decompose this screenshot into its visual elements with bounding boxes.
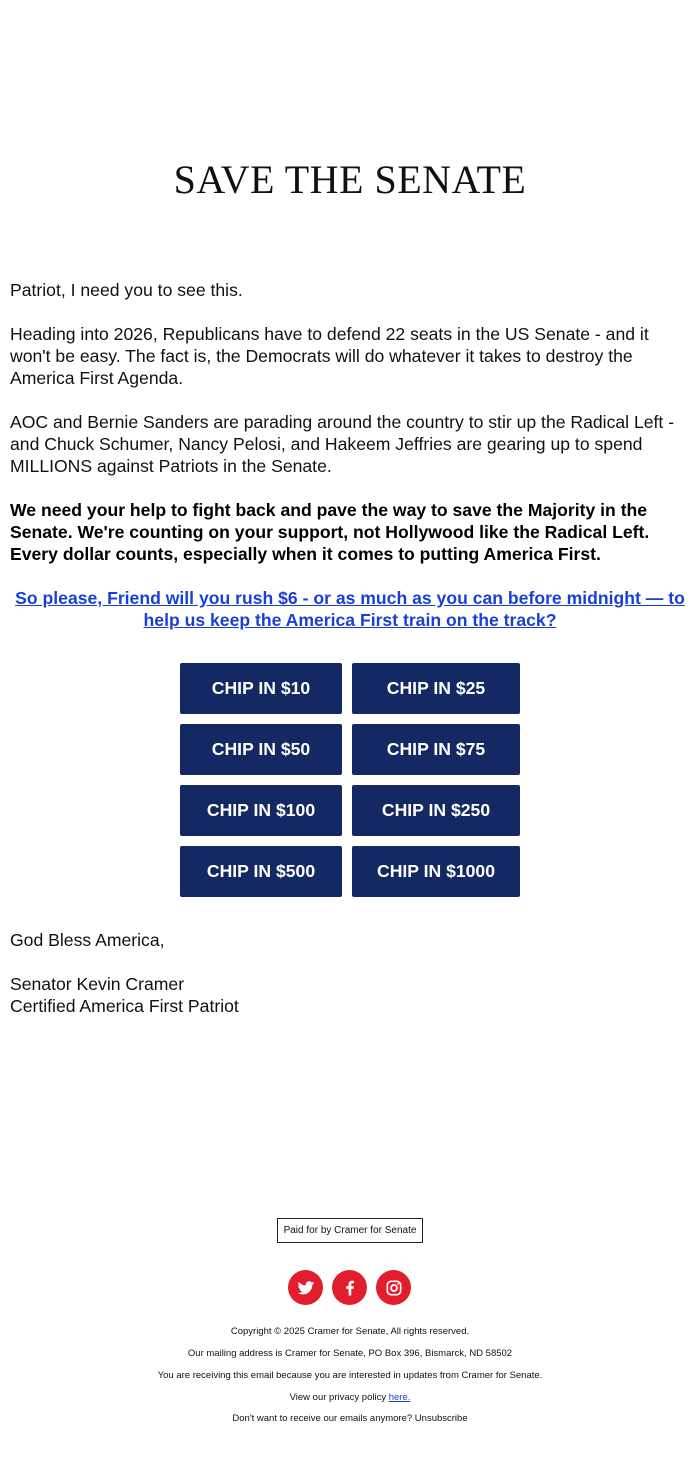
twitter-icon [296,1278,316,1298]
facebook-link[interactable] [332,1270,367,1305]
signature-title: Certified America First Patriot [10,996,239,1016]
chip-in-500-button[interactable]: CHIP IN $500 [180,846,342,897]
chip-in-10-button[interactable]: CHIP IN $10 [180,663,342,714]
unsubscribe-link[interactable]: Unsubscribe [414,1413,468,1424]
chip-in-250-button[interactable]: CHIP IN $250 [352,785,520,836]
privacy-prefix: View our privacy policy [289,1392,387,1403]
privacy-policy-link[interactable]: here. [388,1392,411,1403]
greeting-text: Patriot, I need you to see this. [10,280,243,300]
chip-in-1000-button[interactable]: CHIP IN $1000 [352,846,520,897]
instagram-icon [384,1278,404,1298]
chip-in-50-button[interactable]: CHIP IN $50 [180,724,342,775]
paid-for-disclaimer: Paid for by Cramer for Senate [277,1218,423,1243]
donate-cta-link[interactable]: So please, Friend will you rush $6 - or as much as you can before midnight — to help us keep the America First train on the track? [15,588,685,630]
mailing-address-text: Our mailing address is Cramer for Senate, PO Box 396, Bismarck, ND 58502 [187,1348,513,1359]
chip-in-75-button[interactable]: CHIP IN $75 [352,724,520,775]
twitter-link[interactable] [288,1270,323,1305]
signature-name: Senator Kevin Cramer [10,974,185,994]
unsubscribe-prefix: Don't want to receive our emails anymore? [232,1413,413,1424]
receiving-reason-text: You are receiving this email because you are interested in updates from Cramer for Senate. [157,1370,543,1381]
chip-in-25-button[interactable]: CHIP IN $25 [352,663,520,714]
header-title: SAVE THE SENATE [173,157,527,202]
chip-in-100-button[interactable]: CHIP IN $100 [180,785,342,836]
copyright-text: Copyright © 2025 Cramer for Senate, All rights reserved. [230,1326,470,1337]
facebook-icon [340,1278,360,1298]
paragraph-2: AOC and Bernie Sanders are parading around the country to stir up the Radical Left - and Chuck Schumer, Nancy Pelosi, and Hakeem Jeffries are gearing up to spend MILLIONS against Patriots in the Senate. [10,412,675,476]
unsubscribe-line [0,1413,700,1424]
paragraph-1: Heading into 2026, Republicans have to defend 22 seats in the US Senate - and it won't be easy. The fact is, the Democrats will do whatever it takes to destroy the America First Agenda. [10,324,649,388]
paragraph-3-bold: We need your help to fight back and pave the way to save the Majority in the Senate. We're counting on your support, not Hollywood like the Radical Left. Every dollar counts, especially when it comes to putting America First. [10,500,650,564]
privacy-policy-line [0,1392,700,1403]
closing-blessing: God Bless America, [10,930,165,950]
instagram-link[interactable] [376,1270,411,1305]
